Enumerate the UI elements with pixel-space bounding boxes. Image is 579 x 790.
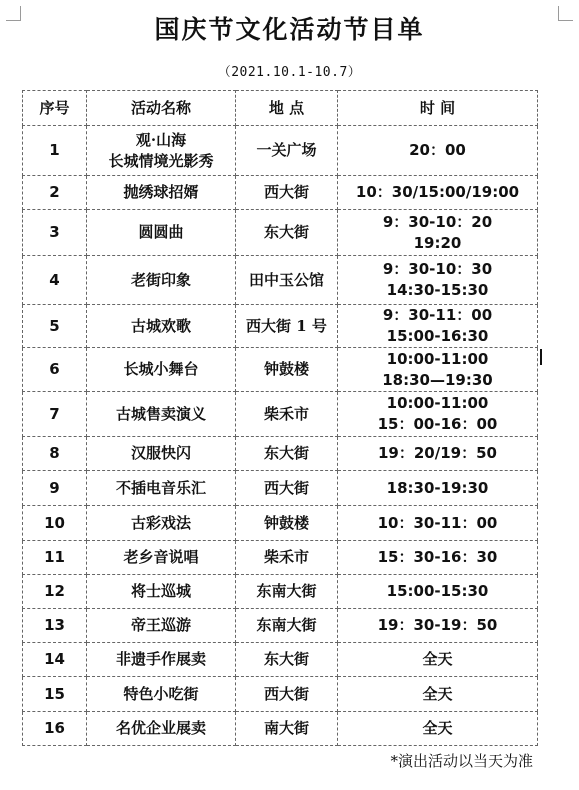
table-row	[23, 348, 538, 392]
table-row	[23, 506, 538, 541]
activity-name-line: 名优企业展卖	[115, 719, 206, 737]
table-row	[23, 471, 538, 506]
table-row	[23, 126, 538, 176]
row-number: 10	[23, 506, 87, 541]
activity-name	[87, 471, 236, 506]
table-row	[23, 609, 538, 643]
row-number: 16	[23, 712, 87, 746]
activity-time	[338, 305, 538, 348]
activity-name	[87, 176, 236, 210]
activity-name	[87, 305, 236, 348]
activity-time-line: 15：30-16：30	[377, 548, 498, 566]
activity-location: 西大街	[236, 677, 338, 712]
activity-location: 钟鼓楼	[236, 348, 338, 392]
activity-name	[87, 506, 236, 541]
table-row	[23, 541, 538, 575]
activity-name-line: 非遗手作展卖	[115, 650, 206, 668]
text-cursor	[540, 349, 542, 365]
activity-location: 东大街	[236, 210, 338, 256]
table-header-row	[23, 91, 538, 126]
activity-name-line: 长城小舞台	[123, 360, 199, 378]
activity-time-line: 9：30-11：00	[382, 306, 493, 324]
table-row	[23, 176, 538, 210]
activity-time	[338, 643, 538, 677]
row-number: 15	[23, 677, 87, 712]
activity-location: 田中玉公馆	[236, 256, 338, 305]
activity-name-line: 特色小吃街	[123, 684, 199, 703]
activity-location: 西大街	[236, 471, 338, 506]
row-number: 1	[23, 126, 87, 176]
activity-time-line: 19：20/19：50	[378, 444, 497, 462]
activity-time	[338, 712, 538, 746]
activity-time-line: 19：30-19：50	[377, 616, 498, 634]
activity-name-line: 将士巡城	[130, 582, 191, 600]
activity-location: 一关广场	[236, 126, 338, 176]
activity-location: 东南大街	[236, 575, 338, 609]
activity-name	[87, 712, 236, 746]
document-title: 国庆节文化活动节目单	[154, 15, 425, 44]
activity-time-line: 全天	[422, 719, 453, 737]
activity-time-line: 全天	[422, 684, 453, 703]
activity-name-line: 古城售卖演义	[115, 404, 206, 423]
activity-time	[338, 506, 538, 541]
activity-time	[338, 471, 538, 506]
activity-time-line: 18:30-19:30	[386, 478, 489, 497]
activity-name-line: 古彩戏法	[130, 513, 191, 532]
activity-time	[338, 392, 538, 437]
row-number: 5	[23, 305, 87, 348]
activity-time-line: 10：30/15:00/19:00	[355, 183, 520, 201]
row-number: 2	[23, 176, 87, 210]
activity-time-line: 10:00-11:00	[386, 349, 489, 368]
header-location: 地 点	[236, 91, 338, 126]
activity-time-line: 全天	[422, 650, 453, 668]
activity-time	[338, 210, 538, 256]
table-row	[23, 305, 538, 348]
row-number: 12	[23, 575, 87, 609]
table-row	[23, 677, 538, 712]
activity-time	[338, 677, 538, 712]
activity-time-line: 9：30-10：20	[382, 212, 493, 231]
activity-name	[87, 126, 236, 176]
activity-name	[87, 437, 236, 471]
activity-name-line: 老街印象	[130, 270, 191, 289]
activity-location: 西大街	[236, 176, 338, 210]
activity-time-line: 15：00-16：00	[377, 415, 498, 433]
activity-time	[338, 609, 538, 643]
activity-location: 柴禾市	[236, 541, 338, 575]
activity-name-line: 老乡音说唱	[123, 548, 199, 566]
row-number: 7	[23, 392, 87, 437]
activity-time-line: 19:20	[413, 233, 462, 252]
activity-name	[87, 575, 236, 609]
table-row	[23, 437, 538, 471]
activity-location: 南大街	[236, 712, 338, 746]
date-range-subtitle: （2021.10.1-10.7）	[217, 65, 362, 80]
table-row	[23, 392, 538, 437]
activity-name	[87, 541, 236, 575]
table-body	[23, 126, 538, 746]
activity-location: 西大街 1 号	[236, 305, 338, 348]
activity-name-line: 抛绣球招婿	[123, 183, 199, 201]
activity-location: 钟鼓楼	[236, 506, 338, 541]
activity-name-line: 不插电音乐汇	[115, 478, 206, 497]
header-time: 时 间	[338, 91, 538, 126]
table-row	[23, 256, 538, 305]
activity-name	[87, 348, 236, 392]
activity-name-line: 圆圆曲	[138, 223, 184, 241]
table-row	[23, 643, 538, 677]
activity-time-line: 18:30—19:30	[382, 370, 493, 389]
activity-time	[338, 437, 538, 471]
activity-time	[338, 126, 538, 176]
row-number: 14	[23, 643, 87, 677]
row-number: 3	[23, 210, 87, 256]
row-number: 13	[23, 609, 87, 643]
activity-name	[87, 392, 236, 437]
activity-time	[338, 575, 538, 609]
activity-location: 东大街	[236, 437, 338, 471]
table-row	[23, 210, 538, 256]
table-row	[23, 712, 538, 746]
activity-time-line: 15:00-16:30	[386, 327, 489, 345]
activity-time-line: 10：30-11：00	[377, 513, 498, 532]
activity-location: 柴禾市	[236, 392, 338, 437]
activity-name-line: 汉服快闪	[130, 444, 191, 462]
activity-name	[87, 210, 236, 256]
activity-time-line: 20：00	[409, 141, 466, 159]
activity-location: 东南大街	[236, 609, 338, 643]
activity-name	[87, 677, 236, 712]
activity-time	[338, 348, 538, 392]
row-number: 4	[23, 256, 87, 305]
activity-name	[87, 643, 236, 677]
activity-name	[87, 256, 236, 305]
activity-name-line: 长城情境光影秀	[108, 151, 214, 170]
activity-time	[338, 256, 538, 305]
table-row	[23, 575, 538, 609]
row-number: 9	[23, 471, 87, 506]
header-number: 序号	[23, 91, 87, 126]
activity-time	[338, 176, 538, 210]
activity-time	[338, 541, 538, 575]
row-number: 11	[23, 541, 87, 575]
activity-time-line: 10:00-11:00	[386, 394, 489, 412]
activity-time-line: 15:00-15:30	[386, 582, 489, 600]
activity-name-line: 古城欢歌	[130, 316, 191, 335]
activity-location: 东大街	[236, 643, 338, 677]
footnote: *演出活动以当天为准	[390, 752, 533, 770]
row-number: 6	[23, 348, 87, 392]
header-activity-name: 活动名称	[87, 91, 236, 126]
program-schedule-table	[22, 90, 538, 746]
activity-name-line: 观·山海	[135, 130, 187, 149]
row-number: 8	[23, 437, 87, 471]
activity-time-line: 14:30-15:30	[386, 281, 489, 299]
activity-name-line: 帝王巡游	[130, 616, 191, 634]
activity-name	[87, 609, 236, 643]
activity-time-line: 9：30-10：30	[382, 260, 493, 278]
